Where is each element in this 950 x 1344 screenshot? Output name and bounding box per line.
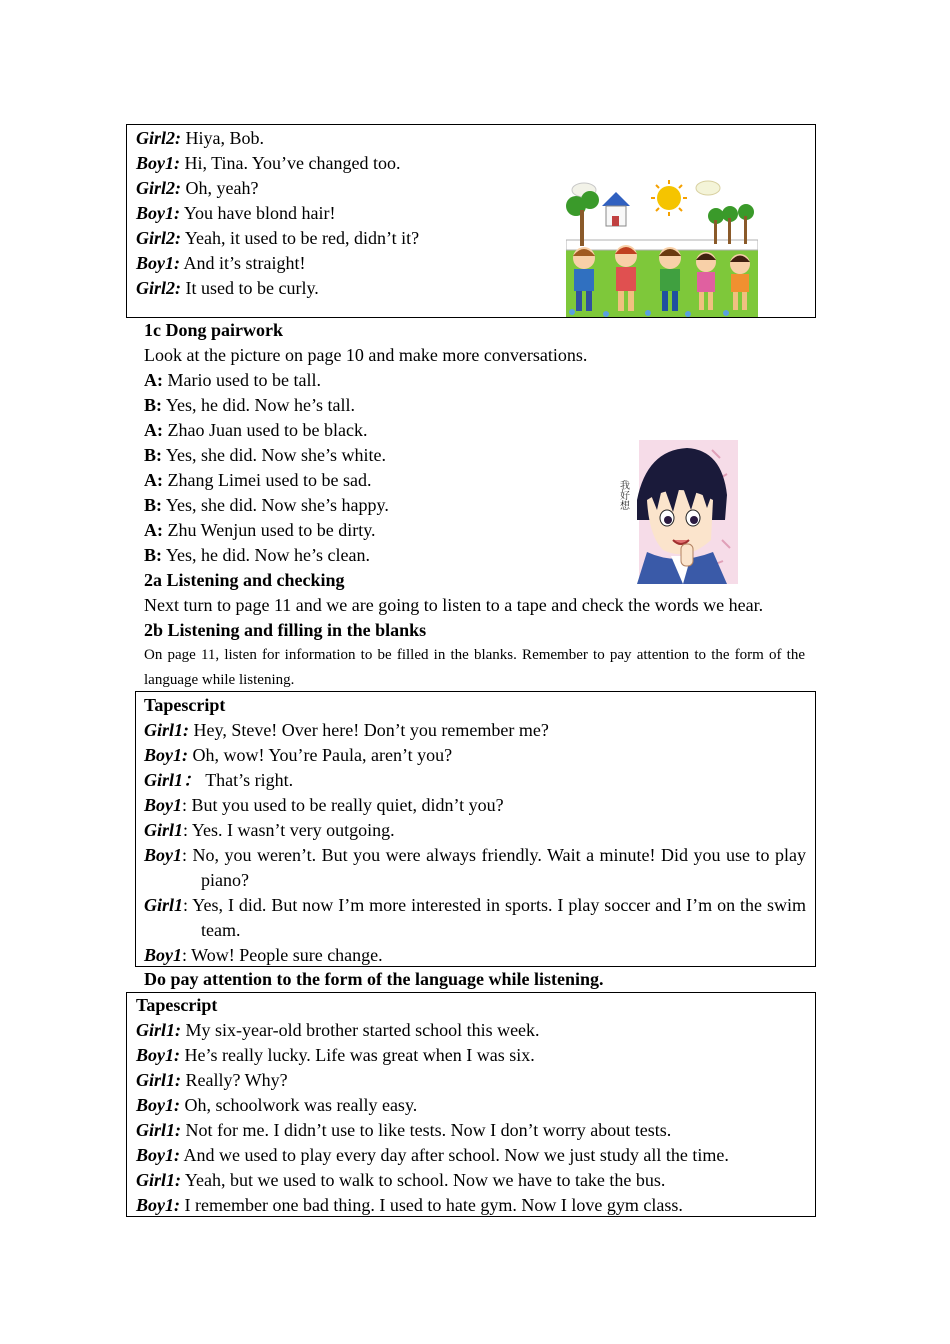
- dialogue-line: Girl1: Not for me. I didn’t use to like tests. Now I don’t worry about tests.: [136, 1120, 672, 1140]
- dialogue-line: Boy1: He’s really lucky. Life was great when I was six.: [136, 1045, 535, 1065]
- section-text-2b: On page 11, listen for information to be filled in the blanks. Remember to pay attention to the form of the language while listening.: [144, 647, 805, 688]
- tapescript-title: Tapescript: [136, 995, 218, 1015]
- dialogue-line: Boy1: I remember one bad thing. I used to hate gym. Now I love gym class.: [136, 1195, 683, 1215]
- dialogue-line: Boy1: But you used to be really quiet, didn’t you?: [144, 795, 504, 815]
- dialogue-line: A: Zhao Juan used to be black.: [144, 420, 368, 440]
- dialogue-line: Girl1: Yeah, but we used to walk to school. Now we have to take the bus.: [136, 1170, 666, 1190]
- section-heading-1c: 1c Dong pairwork: [144, 320, 283, 340]
- dialogue-line: Boy1: Wow! People sure change.: [144, 945, 383, 965]
- attention-note: Do pay attention to the form of the language while listening.: [144, 969, 604, 989]
- dialogue-line: Girl2: Yeah, it used to be red, didn’t it?: [136, 228, 420, 248]
- dialogue-line: Boy1: Hi, Tina. You’ve changed too.: [136, 153, 401, 173]
- section-intro-1c: Look at the picture on page 10 and make more conversations.: [144, 345, 588, 365]
- tapescript-box-1: [135, 691, 816, 967]
- dialogue-line: B: Yes, he did. Now he’s clean.: [144, 545, 370, 565]
- dialogue-line: Girl1: Yes. I wasn’t very outgoing.: [144, 820, 395, 840]
- dialogue-line: Boy1: You have blond hair!: [136, 203, 336, 223]
- dialogue-line: A: Zhang Limei used to be sad.: [144, 470, 372, 490]
- dialogue-line: Boy1: And it’s straight!: [136, 253, 306, 273]
- section-heading-2a: 2a Listening and checking: [144, 570, 345, 590]
- section-text-2a: Next turn to page 11 and we are going to listen to a tape and check the words we hear.: [144, 595, 764, 615]
- section-heading-2b: 2b Listening and filling in the blanks: [144, 620, 427, 640]
- dialogue-line: Boy1: Oh, schoolwork was really easy.: [136, 1095, 418, 1115]
- anime-boy-picture: [617, 440, 738, 584]
- dialogue-line: A: Mario used to be tall.: [144, 370, 321, 390]
- dialogue-line: Girl1： That’s right.: [144, 770, 294, 790]
- tapescript-box-2: [126, 992, 816, 1217]
- dialogue-line: Girl2: Hiya, Bob.: [136, 128, 264, 148]
- dialogue-line: Girl1: My six-year-old brother started school this week.: [136, 1020, 540, 1040]
- dialogue-line: Girl1: Really? Why?: [136, 1070, 288, 1090]
- dialogue-line: Boy1: No, you weren’t. But you were always friendly. Wait a minute! Did you use to play piano?: [144, 845, 806, 890]
- dialogue-line: Girl2: It used to be curly.: [136, 278, 319, 298]
- chinese-caption: 我好想: [617, 480, 629, 510]
- dialogue-line: B: Yes, he did. Now he’s tall.: [144, 395, 355, 415]
- cartoon-children-picture: [566, 176, 758, 317]
- dialogue-line: B: Yes, she did. Now she’s happy.: [144, 495, 389, 515]
- dialogue-line: Boy1: And we used to play every day after school. Now we just study all the time.: [136, 1145, 729, 1165]
- dialogue-box-1: [126, 124, 816, 318]
- dialogue-line: Girl2: Oh, yeah?: [136, 178, 259, 198]
- tapescript-title: Tapescript: [144, 695, 226, 715]
- dialogue-line: B: Yes, she did. Now she’s white.: [144, 445, 387, 465]
- dialogue-line: Girl1: Yes, I did. But now I’m more interested in sports. I play soccer and I’m on the swim team.: [144, 895, 806, 940]
- dialogue-line: Girl1: Hey, Steve! Over here! Don’t you remember me?: [144, 720, 549, 740]
- dialogue-line: Boy1: Oh, wow! You’re Paula, aren’t you?: [144, 745, 453, 765]
- dialogue-line: A: Zhu Wenjun used to be dirty.: [144, 520, 376, 540]
